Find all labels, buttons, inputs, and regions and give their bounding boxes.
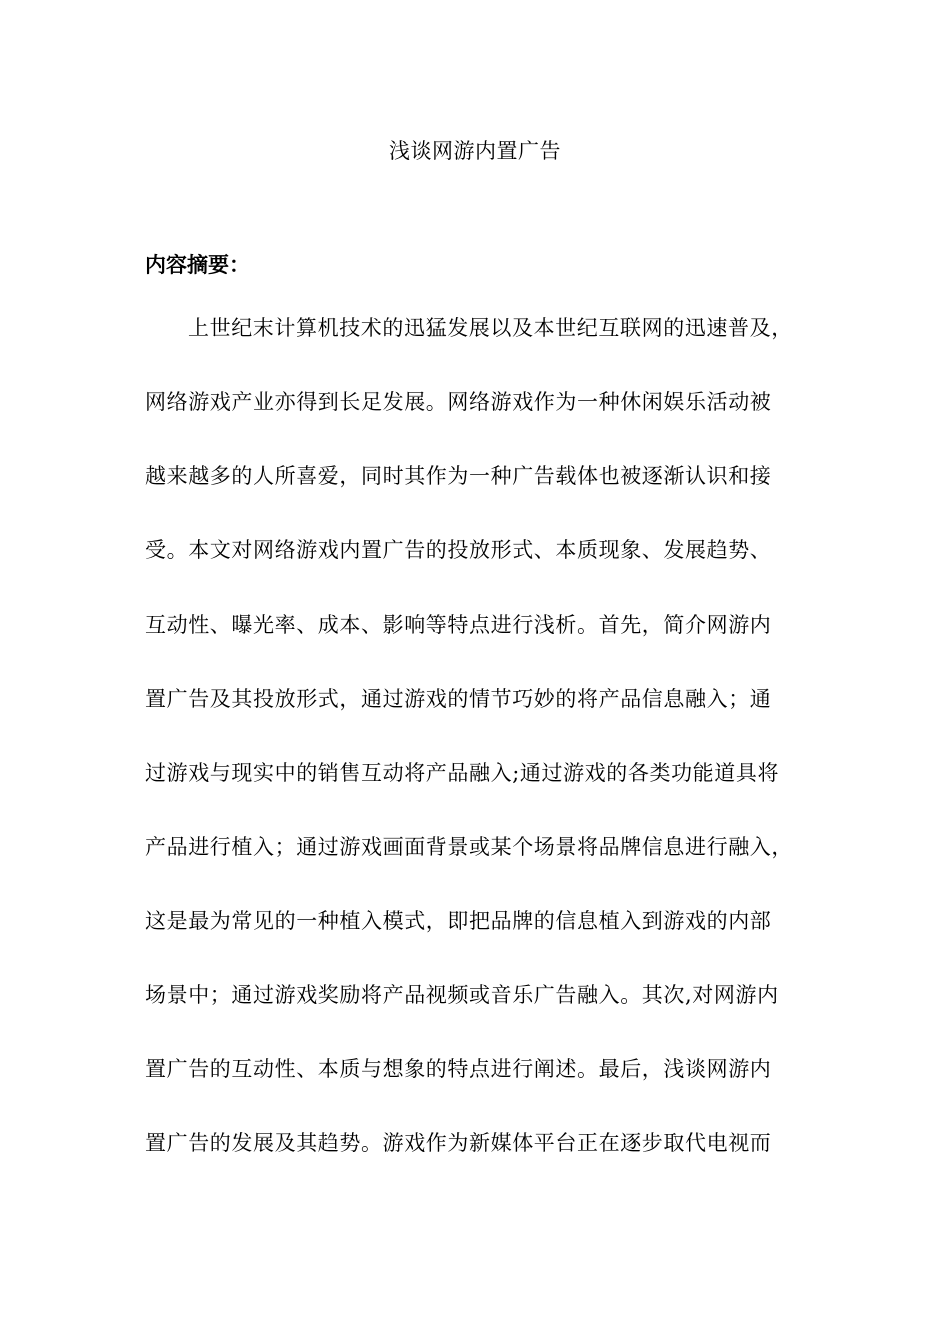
abstract-line: 这是最为常见的一种植入模式，即把品牌的信息植入到游戏的内部	[145, 909, 772, 933]
document-title: 浅谈网游内置广告	[389, 139, 561, 163]
abstract-line: 过游戏与现实中的销售互动将产品融入;通过游戏的各类功能道具将	[145, 761, 780, 785]
abstract-line: 越来越多的人所喜爱，同时其作为一种广告载体也被逐渐认识和接	[145, 464, 772, 488]
abstract-line: 网络游戏产业亦得到长足发展。网络游戏作为一种休闲娱乐活动被	[145, 390, 772, 414]
abstract-line: 互动性、曝光率、成本、影响等特点进行浅析。首先，简介网游内	[145, 613, 772, 637]
abstract-heading: 内容摘要：	[145, 253, 250, 277]
abstract-line: 场景中；通过游戏奖励将产品视频或音乐广告融入。其次,对网游内	[145, 983, 779, 1007]
abstract-line: 置广告的互动性、本质与想象的特点进行阐述。最后，浅谈网游内	[145, 1057, 772, 1081]
abstract-line: 置广告及其投放形式，通过游戏的情节巧妙的将产品信息融入；通	[145, 687, 772, 711]
abstract-line: 产品进行植入；通过游戏画面背景或某个场景将品牌信息进行融入，	[145, 835, 793, 859]
abstract-line: 上世纪末计算机技术的迅猛发展以及本世纪互联网的迅速普及，	[188, 316, 793, 340]
abstract-line: 置广告的发展及其趋势。游戏作为新媒体平台正在逐步取代电视而	[145, 1131, 772, 1155]
abstract-line: 受。本文对网络游戏内置广告的投放形式、本质现象、发展趋势、	[145, 538, 772, 562]
